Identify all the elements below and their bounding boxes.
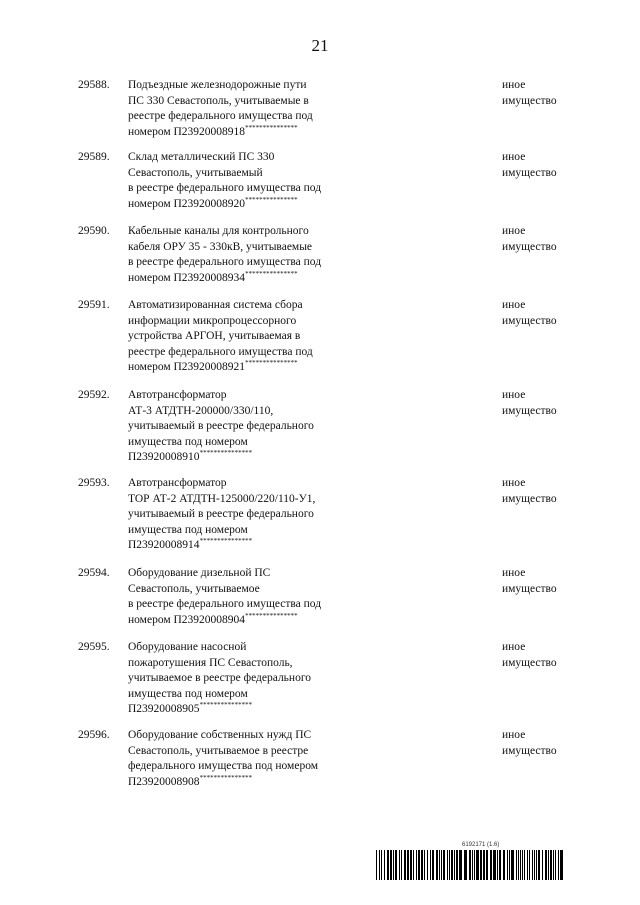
description-line: Оборудование насосной [128, 641, 247, 653]
description-line: Склад металлический ПС 330 [128, 151, 275, 163]
entry-type [502, 388, 557, 419]
type-line: имущество [502, 744, 557, 757]
footnote-stars: *************** [199, 773, 253, 782]
entry-number: 29591. [78, 299, 110, 311]
type-line: иное [502, 477, 526, 489]
type-line: имущество [502, 656, 557, 669]
description-line: Автотрансформатор [128, 389, 227, 401]
footnote-stars: *************** [245, 195, 298, 204]
description-line: номером П23920008921*************** [128, 359, 298, 373]
type-line: имущество [502, 166, 557, 179]
entry-number: 29595. [78, 641, 110, 653]
description-line: устройства АРГОН, учитываемая в [128, 330, 301, 342]
description-line: учитываемое в реестре федерального [128, 672, 312, 684]
entry-type [502, 150, 557, 181]
entry-type [502, 476, 557, 507]
type-line: иное [502, 299, 526, 311]
entry-number: 29594. [78, 567, 110, 579]
description-line: номером П23920008918*************** [128, 123, 298, 138]
entry-number: 29589. [78, 151, 110, 163]
entry-type [502, 298, 557, 329]
description-line: в реестре федерального имущества под [128, 182, 322, 194]
description-line: пожаротушения ПС Севастополь, [128, 656, 293, 669]
description-line: Севастополь, учитываемый [128, 166, 263, 179]
description-line: Кабельные каналы для контрольного [128, 225, 309, 237]
type-line: иное [502, 225, 526, 237]
footnote-stars: *************** [199, 449, 253, 458]
entry-type [502, 640, 557, 671]
entry-description [128, 476, 358, 554]
entry-type [502, 224, 557, 255]
entry-number: 29590. [78, 225, 110, 237]
description-line: П23920008910*************** [128, 449, 253, 463]
description-line: имущества под номером [128, 687, 248, 700]
footnote-stars: *************** [245, 359, 298, 368]
description-line: Оборудование собственных нужд ПС [128, 729, 312, 741]
footnote-stars: *************** [199, 537, 253, 546]
type-line: иное [502, 79, 526, 91]
entry-type [502, 566, 557, 597]
description-line: реестре федерального имущества под [128, 345, 313, 358]
document-code: 6192171 (1.6) [462, 842, 500, 848]
entry-type [502, 728, 557, 759]
entry-description [128, 640, 358, 718]
footnote-stars: *************** [245, 123, 298, 132]
entry-number: 29588. [78, 79, 110, 91]
type-line: иное [502, 641, 526, 653]
type-line: иное [502, 389, 526, 401]
description-line: П23920008908*************** [128, 773, 253, 788]
entry-description [128, 728, 358, 790]
type-line: имущество [502, 582, 557, 595]
type-line: имущество [502, 314, 557, 327]
type-line: имущество [502, 240, 557, 253]
description-line: Подъездные железнодорожные пути [128, 79, 307, 91]
entry-description [128, 388, 358, 466]
description-line: ПС 330 Севастополь, учитываемые в [128, 94, 309, 107]
footnote-stars: *************** [245, 269, 298, 278]
entry-description [128, 224, 358, 286]
description-line: ТОР АТ-2 АТДТН-125000/220/110-У1, [128, 492, 316, 505]
type-line: имущество [502, 492, 557, 505]
entry-description [128, 78, 358, 140]
description-line: номером П23920008934*************** [128, 269, 298, 284]
entry-type [502, 78, 557, 109]
description-line: П23920008914*************** [128, 537, 253, 551]
description-line: федерального имущества под номером [128, 760, 318, 772]
description-line: кабеля ОРУ 35 - 330кВ, учитываемые [128, 240, 313, 253]
footnote-stars: *************** [199, 701, 253, 710]
description-line: в реестре федерального имущества под [128, 256, 322, 268]
entry-number: 29592. [78, 389, 110, 401]
description-line: в реестре федерального имущества под [128, 598, 322, 610]
entry-description [128, 566, 358, 628]
page-number: 21 [311, 36, 329, 55]
description-line: П23920008905*************** [128, 701, 253, 715]
description-line: Севастополь, учитываемое в реестре [128, 744, 309, 757]
type-line: иное [502, 151, 526, 163]
entry-description [128, 298, 358, 376]
description-line: Автоматизированная система сбора [128, 299, 303, 311]
description-line: номером П23920008904*************** [128, 611, 298, 626]
description-line: имущества под номером [128, 435, 248, 448]
description-line: информации микропроцессорного [128, 314, 297, 327]
description-line: реестре федерального имущества под [128, 110, 313, 122]
description-line: учитываемый в реестре федерального [128, 420, 314, 432]
entry-number: 29596. [78, 729, 110, 741]
type-line: имущество [502, 94, 557, 107]
footnote-stars: *************** [245, 611, 298, 620]
type-line: иное [502, 729, 526, 741]
description-line: Севастополь, учитываемое [128, 582, 260, 595]
entry-number: 29593. [78, 477, 110, 489]
description-line: имущества под номером [128, 523, 248, 536]
type-line: имущество [502, 404, 557, 417]
description-line: Оборудование дизельной ПС [128, 567, 271, 579]
description-line: АТ-3 АТДТН-200000/330/110, [128, 404, 274, 417]
description-line: учитываемый в реестре федерального [128, 508, 314, 520]
description-line: номером П23920008920*************** [128, 195, 298, 210]
entry-description [128, 150, 358, 212]
barcode [376, 850, 563, 880]
type-line: иное [502, 567, 526, 579]
description-line: Автотрансформатор [128, 477, 227, 489]
